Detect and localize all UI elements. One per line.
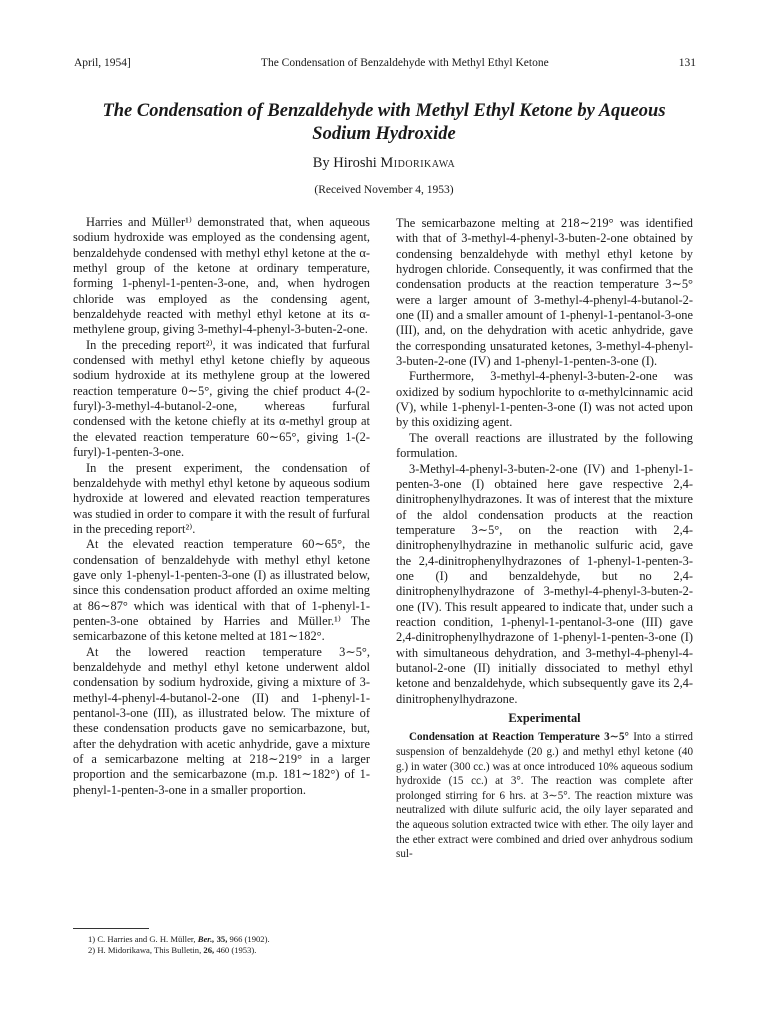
experimental-paragraph [396,730,693,861]
running-head-title: The Condensation of Benzaldehyde with Methyl Ethyl Ketone [260,57,549,69]
left-paragraph-5: At the lowered reaction temperature 3∼5°, benzaldehyde and methyl ethyl ketone underwent aldol condensation by sodium hydroxide, giving a mixture of 3-methyl-4-phenyl-4-butanol-2-one (II) and 1-phenyl-1-pentanol-3-one (III), as illustrated below. The mixture of these condensation products gave no semicarbazone, but, after the dehydration with acetic anhydride, gave a mixture of a semicarbazone melting at 218∼219° in a larger proportion and the semicarbazone (m.p. 181∼182°) of 1-phenyl-1-penten-3-one in a smaller proportion. [73,644,370,797]
left-paragraph-1: Harries and Müller¹⁾ demonstrated that, when aqueous sodium hydroxide was employed as the condensing agent, benzaldehyde condensed with methyl ethyl ketone at the α-methyl group of the ketone at ordinary temperature, forming 1-phenyl-1-penten-3-one, and, when hydrogen chloride was employed as the condensing agent, benzaldehyde reacted with methyl ethyl ketone at its α-methylene group, giving 3-methyl-4-phenyl-3-buten-2-one. [73,215,370,337]
footnote-1 [88,934,378,945]
left-column [73,215,370,798]
left-paragraph-2: In the preceding report²⁾, it was indicated that furfural condensed with methyl ethyl ketone chiefly by aqueous sodium hydroxide at its methylene group at the lowered reaction temperature 0∼5°, giving the chief product 4-(2-furyl)-3-methyl-4-butanol-2-one, whereas furfural condensed with the ketone chiefly at its α-methyl group at the elevated reaction temperature 60∼65°, giving 1-(2-furyl)-1-penten-3-one. [73,337,370,460]
byline-prefix: By Hiroshi [312,155,381,171]
received-date: (Received November 4, 1953) [314,184,454,196]
article-title [60,100,708,146]
page-number: 131 [678,57,696,69]
running-head [74,57,696,69]
right-paragraph-3: The overall reactions are illustrated by the following formulation. [396,430,693,461]
footnote-1-volume: 35, [216,934,228,944]
footnote-2 [88,945,378,956]
article-title-line-2: Sodium Hydroxide [312,124,456,144]
article-title-line-1: The Condensation of Benzaldehyde with Methyl Ethyl Ketone by Aqueous [102,101,666,121]
byline [0,155,768,172]
experimental-text: Into a stirred suspension of benzaldehyde (20 g.) and methyl ethyl ketone (40 g.) in water (300 cc.) was at once introduced 10% aqueous sodium hydroxide (15 cc.) at 3°. The reaction was complete after prolonged stirring for 6 hrs. at 3∼5°. The reaction mixture was neutralized with dilute sulfuric acid, the oily layer separated and the aqueous solution extracted twice with ether. The oily layer and the ether extract were combined and dried over anhydrous sodium sul- [396,731,693,861]
footnote-2-number: 2) [88,945,96,955]
right-paragraph-2: Furthermore, 3-methyl-4-phenyl-3-buten-2-one was oxidized by sodium hypochlorite to α-methylcinnamic acid (V), while 1-phenyl-1-penten-3-one (I) was not acted upon by this oxidizing agent. [396,369,693,430]
right-paragraph-1: The semicarbazone melting at 218∼219° was identified with that of 3-methyl-4-phenyl-3-buten-2-one obtained by condensing benzaldehyde with methyl ethyl ketone by hydrogen chloride. Consequently, it was confirmed that the condensation products at the reaction temperature 3∼5° were a larger amount of 3-methyl-4-phenyl-4-butanol-2-one (II) and a smaller amount of 1-phenyl-1-pentanol-3-one (III), and, on the dehydration with acetic anhydride, gave the corresponding unsaturated ketones, 3-methyl-4-phenyl-3-buten-2-one (IV) and 1-phenyl-1-penten-3-one (I). [396,216,693,369]
left-paragraph-3: In the present experiment, the condensation of benzaldehyde with methyl ethyl ketone by aqueous sodium hydroxide at lowered and elevated reaction temperatures was studied in order to compare it with the result of furfural in the preceding report²⁾. [73,460,370,536]
left-paragraph-4: At the elevated reaction temperature 60∼65°, the condensation of benzaldehyde with methyl ethyl ketone gave only 1-phenyl-1-penten-3-one (I) as illustrated below, since this condensation product afforded an oxime melting at 86∼87° which was identical with that of 1-phenyl-1-penten-3-one obtained by Harries and Müller.¹⁾ The semicarbazone of this ketone melted at 181∼182°. [73,537,370,644]
footnote-1-number: 1) [88,934,96,944]
experimental-subheading: Condensation at Reaction Temperature 3∼5° [409,731,629,744]
byline-surname: Midorikawa [380,155,456,171]
experimental-heading: Experimental [508,711,581,725]
running-head-date: April, 1954] [74,57,131,69]
footnote-1-rest: 966 (1902). [229,934,270,944]
footnote-rule [73,928,149,929]
footnote-2-rest: 460 (1953). [216,945,257,955]
footnote-2-volume: 26, [203,945,215,955]
footnote-2-authors: H. Midorikawa, [97,945,152,955]
footnote-1-authors: C. Harries and G. H. Müller, [97,934,196,944]
footnotes [88,934,378,956]
right-column [396,216,693,862]
right-paragraph-4: 3-Methyl-4-phenyl-3-buten-2-one (IV) and 1-phenyl-1-penten-3-one (I) obtained here gave respective 2,4-dinitrophenylhydrazones. It was of interest that the mixture of the aldol condensation products at the reaction temperature 3∼5°, on the reaction with 2,4-dinitrophenylhydrazine in methanolic sulfuric acid, gave the 2,4-dinitrophenylhydrazones of 1-phenyl-1-penten-3-one (I) and benzaldehyde, but no 2,4-dinitrophenylhydrazone of 3-methyl-4-phenyl-3-buten-2-one (IV). This result appeared to indicate that, under such a reaction condition, 1-phenyl-1-pentanol-3-one (III) gave 2,4-dinitrophenylhydrazone of 1-phenyl-1-penten-3-one (I) with simultaneous dehydration, and 3-methyl-4-phenyl-4-butanol-2-one (II) initially dissociated to methyl ethyl ketone and benzaldehyde, which subsequently gave its 2,4-dinitrophenylhydrazone. [396,461,693,706]
footnote-1-journal: Ber., [197,934,215,944]
footnote-2-journal: This Bulletin, [153,945,202,955]
